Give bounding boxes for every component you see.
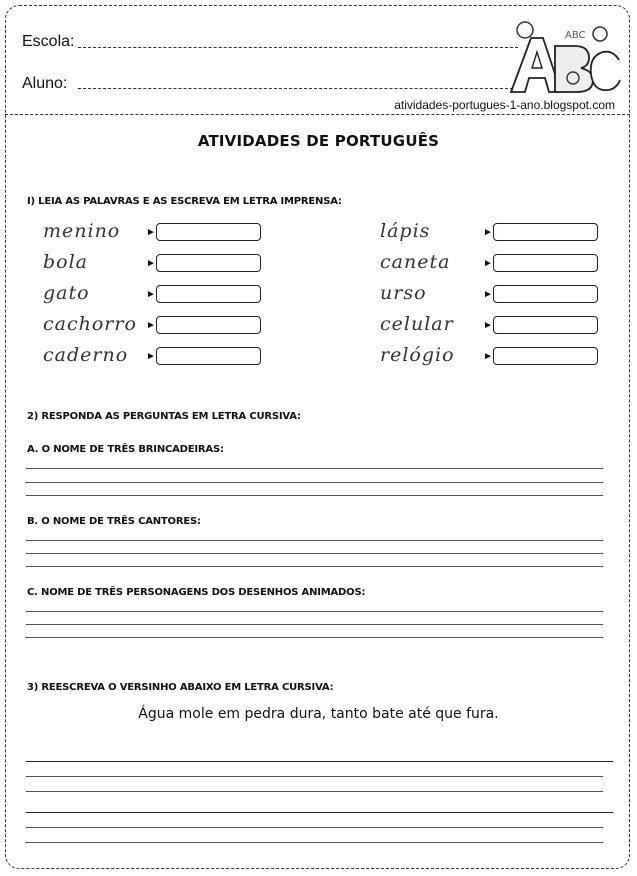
school-field[interactable]	[78, 47, 518, 48]
page-title: ATIVIDADES DE PORTUGUÊS	[197, 132, 440, 150]
question-c: C. NOME DE TRÊS PERSONAGENS DOS DESENHOS ANIMADOS:	[27, 587, 366, 598]
header-divider	[5, 114, 630, 115]
arrow-icon: ►	[146, 320, 156, 331]
arrow-icon: ►	[146, 351, 156, 362]
writing-line[interactable]	[26, 495, 603, 496]
word-urso: urso	[380, 282, 427, 304]
answer-box-menino[interactable]	[156, 223, 261, 241]
arrow-icon: ►	[146, 289, 156, 300]
arrow-icon: ►	[483, 320, 493, 331]
answer-box-celular[interactable]	[493, 316, 598, 334]
verse-text: Água mole em pedra dura, tanto bate até que fura.	[138, 706, 499, 722]
word-cachorro: cachorro	[43, 313, 137, 335]
writing-line[interactable]	[26, 637, 603, 638]
question-a: A. O NOME DE TRÊS BRINCADEIRAS:	[27, 444, 224, 455]
word-gato: gato	[43, 282, 90, 304]
answer-box-urso[interactable]	[493, 285, 598, 303]
writing-line[interactable]	[26, 540, 603, 541]
writing-line[interactable]	[26, 566, 603, 567]
answer-box-caneta[interactable]	[493, 254, 598, 272]
arrow-icon: ►	[146, 258, 156, 269]
student-label: Aluno:	[22, 75, 68, 92]
logo-text: ABC	[565, 30, 586, 41]
website-url: atividades-portugues-1-ano.blogspot.com	[394, 98, 615, 112]
word-menino: menino	[43, 220, 121, 242]
answer-box-caderno[interactable]	[156, 347, 261, 365]
school-label: Escola:	[22, 33, 75, 50]
arrow-icon: ►	[483, 289, 493, 300]
writing-line[interactable]	[26, 624, 603, 625]
section1-instruction: I) LEIA AS PALAVRAS E AS ESCREVA EM LETRA IMPRENSA:	[27, 196, 342, 207]
arrow-icon: ►	[483, 227, 493, 238]
abc-logo-illustration	[503, 16, 621, 96]
student-field[interactable]	[78, 88, 518, 89]
writing-line[interactable]	[26, 791, 603, 792]
writing-line[interactable]	[26, 553, 603, 554]
answer-box-cachorro[interactable]	[156, 316, 261, 334]
arrow-icon: ►	[146, 227, 156, 238]
answer-box-bola[interactable]	[156, 254, 261, 272]
writing-line[interactable]	[26, 482, 603, 483]
writing-line[interactable]	[26, 468, 603, 469]
word-caderno: caderno	[43, 344, 129, 366]
word-relogio: relógio	[380, 344, 455, 366]
answer-box-relogio[interactable]	[493, 347, 598, 365]
word-lapis: lápis	[380, 220, 431, 242]
answer-box-lapis[interactable]	[493, 223, 598, 241]
answer-box-gato[interactable]	[156, 285, 261, 303]
arrow-icon: ►	[483, 351, 493, 362]
writing-line[interactable]	[26, 827, 603, 828]
section2-instruction: 2) RESPONDA AS PERGUNTAS EM LETRA CURSIVA:	[27, 411, 301, 422]
writing-line[interactable]	[26, 776, 603, 777]
section3-instruction: 3) REESCREVA O VERSINHO ABAIXO EM LETRA CURSIVA:	[27, 682, 334, 693]
writing-line[interactable]	[26, 761, 613, 762]
writing-line[interactable]	[26, 611, 603, 612]
word-celular: celular	[380, 313, 454, 335]
arrow-icon: ►	[483, 258, 493, 269]
word-bola: bola	[43, 251, 89, 273]
word-caneta: caneta	[380, 251, 451, 273]
question-b: B. O NOME DE TRÊS CANTORES:	[27, 516, 201, 527]
writing-line[interactable]	[26, 812, 613, 813]
writing-line[interactable]	[26, 842, 603, 843]
